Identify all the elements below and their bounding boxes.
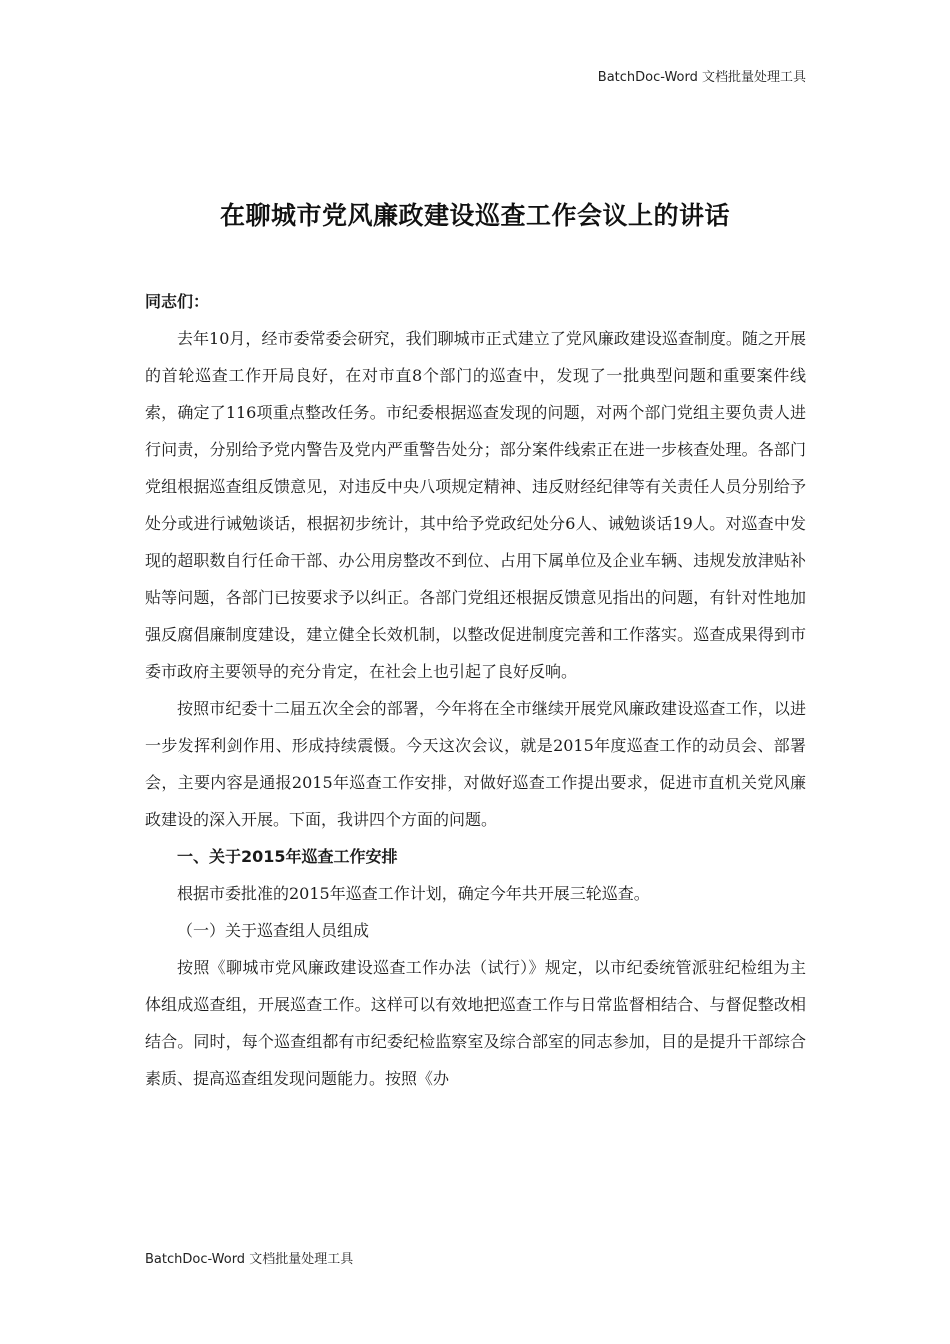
salutation: 同志们：	[145, 292, 210, 311]
paragraph-2: 按照市纪委十二届五次全会的部署，今年将在全市继续开展党风廉政建设巡查工作，以进一步发挥利剑作用、形成持续震慑。今天这次会议，就是2015年度巡查工作的动员会、部署会，主要内容是通报2015年巡查工作安排，对做好巡查工作提出要求，促进市直机关党风廉政建设的深入开展。下面，我讲四个方面的问题。	[145, 699, 806, 829]
page-footer: BatchDoc-Word 文档批量处理工具	[145, 1252, 354, 1267]
section-heading-1: 一、关于2015年巡查工作安排	[177, 847, 398, 866]
subsection-heading-1: （一）关于巡查组人员组成	[177, 921, 370, 940]
document-title: 在聊城市党风廉政建设巡查工作会议上的讲话	[219, 201, 730, 230]
document-body	[145, 283, 806, 1097]
subsection-paragraph-1: 按照《聊城市党风廉政建设巡查工作办法（试行）》规定，以市纪委统管派驻纪检组为主体组成巡查组，开展巡查工作。这样可以有效地把巡查工作与日常监督相结合、与督促整改相结合。同时，每个巡查组都有市纪委纪检监察室及综合部室的同志参加，目的是提升干部综合素质、提高巡查组发现问题能力。按照《办	[145, 958, 806, 1088]
page-header: BatchDoc-Word 文档批量处理工具	[597, 70, 806, 85]
paragraph-1: 去年10月，经市委常委会研究，我们聊城市正式建立了党风廉政建设巡查制度。随之开展的首轮巡查工作开局良好，在对市直8个部门的巡查中，发现了一批典型问题和重要案件线索，确定了116项重点整改任务。市纪委根据巡查发现的问题，对两个部门党组主要负责人进行问责，分别给予党内警告及党内严重警告处分；部分案件线索正在进一步核查处理。各部门党组根据巡查组反馈意见，对违反中央八项规定精神、违反财经纪律等有关责任人员分别给予处分或进行诫勉谈话，根据初步统计，其中给予党政纪处分6人、诫勉谈话19人。对巡查中发现的超职数自行任命干部、办公用房整改不到位、占用下属单位及企业车辆、违规发放津贴补贴等问题，各部门已按要求予以纠正。各部门党组还根据反馈意见指出的问题，有针对性地加强反腐倡廉制度建设，建立健全长效机制，以整改促进制度完善和工作落实。巡查成果得到市委市政府主要领导的充分肯定，在社会上也引起了良好反响。	[145, 329, 806, 681]
section-intro-1: 根据市委批准的2015年巡查工作计划，确定今年共开展三轮巡查。	[177, 884, 650, 903]
